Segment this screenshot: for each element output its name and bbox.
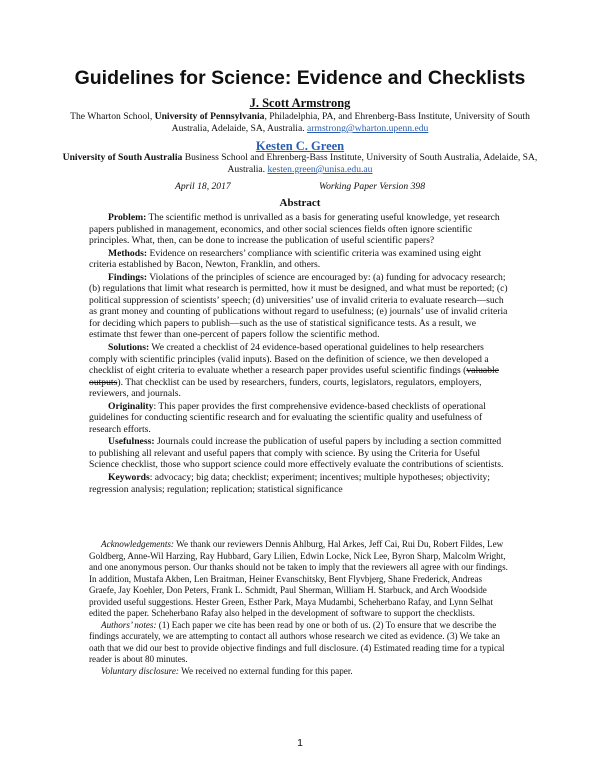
affil-text: The Wharton School, (70, 111, 155, 122)
acknowledgements (89, 539, 510, 620)
label-acknowledgements: Acknowledgements: (101, 539, 174, 549)
label-solutions: Solutions: (108, 342, 150, 354)
abstract-solutions (89, 342, 510, 400)
email-link-green[interactable]: kesten.green@unisa.edu.au (267, 164, 373, 175)
abstract-body (89, 212, 510, 496)
author-green-link[interactable]: Kesten C. Green (255, 139, 345, 153)
text-problem: The scientific method is unrivalled as a basis for generating useful knowledge, yet research papers published in management, economics, and other social sciences fields often ignore scientific principles. What, then, can be done to increase the publication of useful scientific papers? (89, 212, 500, 247)
abstract-findings (89, 272, 510, 341)
label-voluntary-disclosure: Voluntary disclosure: (101, 666, 179, 677)
text-solutions: We created a checklist of 24 evidence-based operational guidelines to help researchers comply with scientific principles (valid inputs). Based on the definition of science, we then developed a checklist of eight criteria to evaluate whether a research paper provides useful scientific findings ( (89, 342, 489, 377)
label-problem: Problem: (108, 212, 147, 223)
text-usefulness: Journals could increase the publication of useful papers by including a section committed to publishing all relevant and useful papers that comply with science. By using the Criteria for Useful Science checklist, those who support science could more effectively evaluate the contributions of scientists. (89, 436, 504, 471)
affil-university: University of Pennsylvania (154, 111, 265, 122)
dateline (175, 181, 425, 192)
struck-text: valuable outputs (89, 365, 499, 388)
text-acknowledgements: We thank our reviewers Dennis Ahlburg, Hal Arkes, Jeff Cai, Rui Du, Robert Fildes, Lew Goldberg, Anne-Wil Harzing, Ray Hubbard, Gary Lilien, Edwin Locke, Nick Lee, Byron Sharp, Malcolm Wright, and one anonymous person. Our thanks should not be taken to imply that the reviewers all agree with our findings. In addition, Mustafa Akben, Len Braitman, Heiner Evanschitsky, Bent Flyvbjerg, Shane Frederick, Andreas Graefe, Jay Koehler, Don Peters, Frank L. Schmidt, Paul Sherman, William H. Starbuck, and Arch Woodside provided useful suggestions. Hester Green, Esther Park, Maya Mudambi, Scheherbano Rafay, and Lynn Selhat edited the paper. Scheherbano Rafay also helped in the development of software to support the checklists. (89, 539, 508, 619)
page-number: 1 (297, 737, 303, 749)
text-findings: Violations of the principles of science are encouraged by: (a) funding for advocacy research; (b) regulations that limit what research is permitted, how it must be designed, and what must be reported; (c) political suppression of scientists’ speech; (d) universities’ use of invalid criteria to evaluate research—such as grant money and counting of publications without regard to usefulness; (e) journals’ use of invalid criteria for deciding which papers to publish—such as the use of statistical significance tests. As a result, we estimate thst fewer than one-percent of papers follow the scientific method. (89, 271, 508, 341)
text-voluntary-disclosure: We received no external funding for this paper. (178, 666, 353, 677)
author-armstrong: J. Scott Armstrong (249, 96, 351, 110)
email-link-armstrong[interactable]: armstrong@wharton.upenn.edu (307, 123, 429, 134)
paper-title: Guidelines for Science: Evidence and Checklists (74, 67, 526, 89)
text-methods: Evidence on researchers’ compliance with scientific criteria was examined using eight criteria established by Bacon, Newton, Franklin, and others. (89, 247, 482, 271)
text-keywords: : advocacy; big data; checklist; experiment; incentives; multiple hypotheses; objectivity; regression analysis; regulation; replication; statistical significance (89, 472, 490, 495)
label-methods: Methods: (108, 247, 148, 259)
voluntary-disclosure (89, 666, 510, 678)
affil-university: University of South Australia (62, 152, 183, 163)
authors-notes (89, 620, 510, 666)
author-notes (89, 539, 510, 678)
abstract-methods (89, 248, 510, 271)
working-paper-version: Working Paper Version 398 (319, 181, 425, 192)
affil-text: , Philadelphia, PA, and Ehrenberg-Bass Institute, University of South Australia, Adelaide, SA, Australia. (171, 111, 530, 134)
affiliation-armstrong (60, 111, 540, 135)
affil-text: Business School and Ehrenberg-Bass Institute, University of South Australia, Adelaide, SA, Australia. (182, 152, 538, 175)
label-findings: Findings: (108, 271, 148, 283)
abstract-problem (89, 212, 510, 247)
label-keywords: Keywords (108, 472, 150, 484)
abstract-originality (89, 401, 510, 436)
text-solutions-end: ). That checklist can be used by researchers, funders, courts, legislators, regulators, employers, reviewers, and journals. (89, 376, 482, 400)
paper-date: April 18, 2017 (175, 181, 231, 192)
abstract-usefulness (89, 436, 510, 471)
label-authors-notes: Authors’ notes: (101, 619, 157, 630)
abstract-heading: Abstract (279, 197, 321, 209)
affiliation-green (60, 152, 540, 176)
abstract-keywords (89, 472, 510, 495)
label-originality: Originality (108, 400, 154, 412)
text-authors-notes: (1) Each paper we cite has been read by one or both of us. (2) To ensure that we describe the findings accurately, we are attempting to contact all authors whose research we cited as evidence. (3) We take an oath that we did our best to provide objective findings and full disclosure. (4) Estimated reading time for a typical reader is about 80 minutes. (89, 619, 505, 665)
text-originality: : This paper provides the first comprehensive evidence-based checklists of operational guidelines for conducting scientific research and for evaluating the scientific quality and usefulness of research efforts. (89, 400, 486, 435)
label-usefulness: Usefulness: (108, 436, 155, 448)
